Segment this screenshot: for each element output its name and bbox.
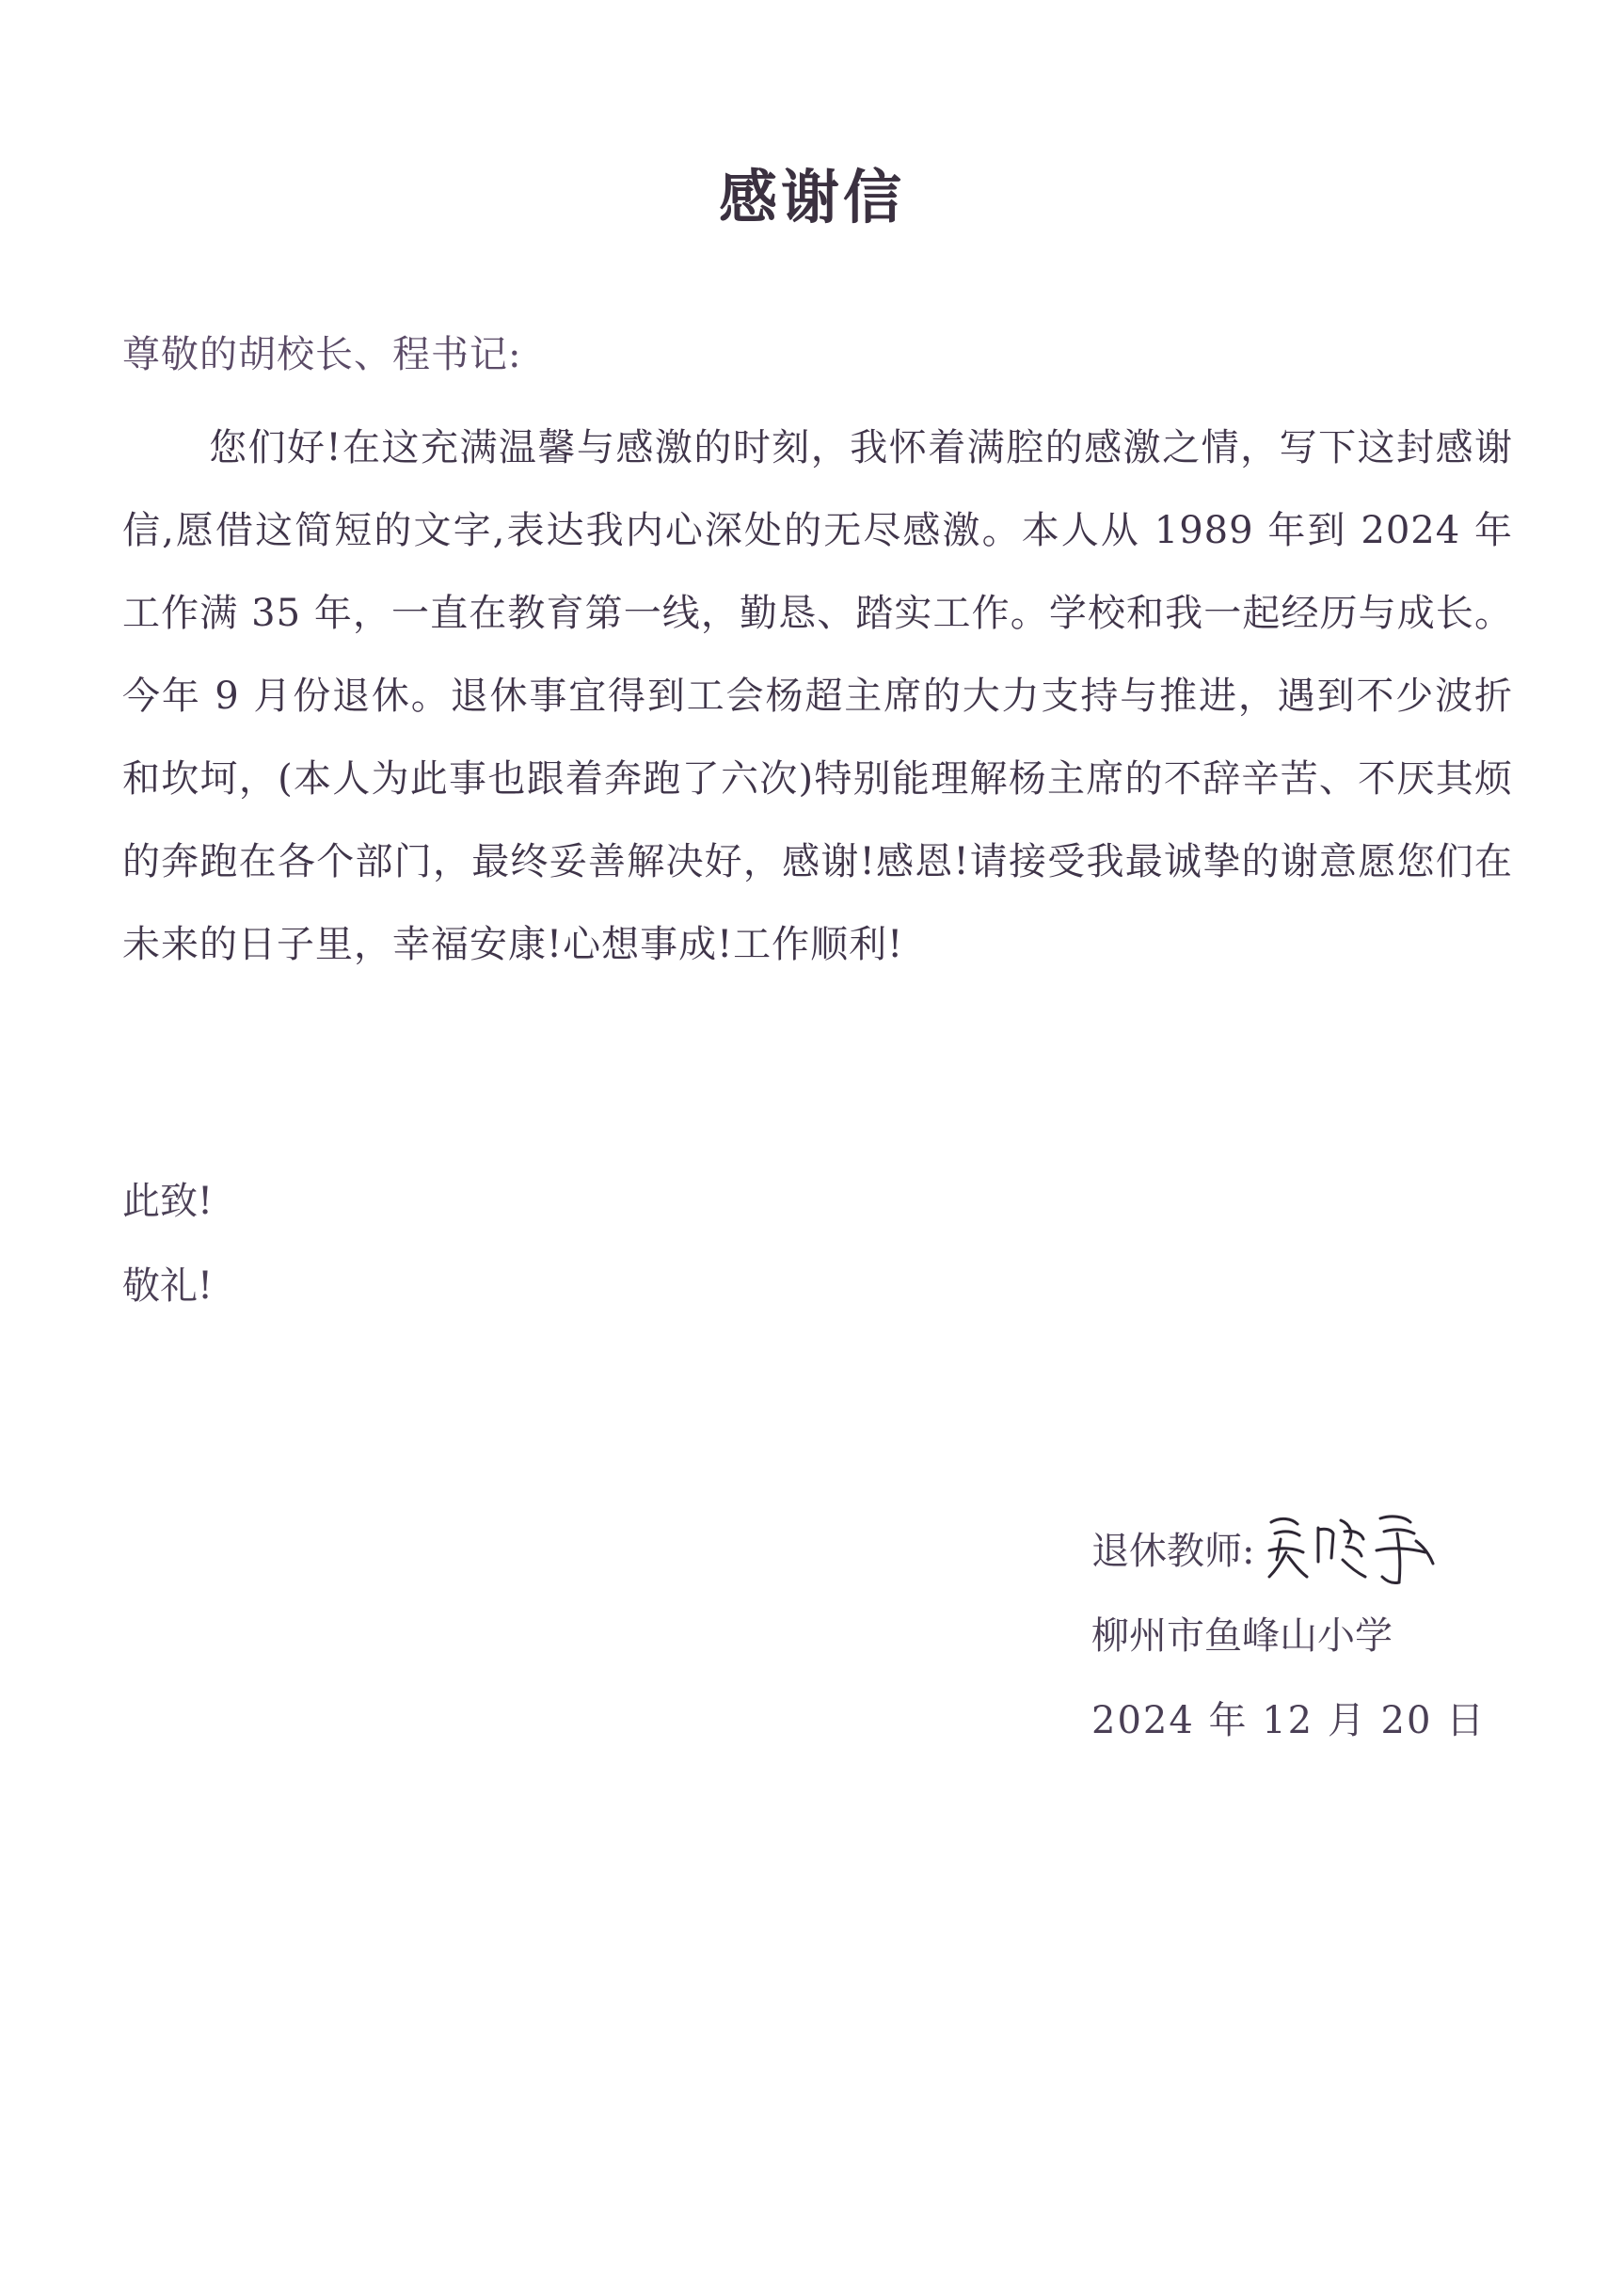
school-name: 柳州市鱼峰山小学 xyxy=(1091,1613,1393,1658)
handwritten-signature xyxy=(1260,1505,1448,1590)
signature-block xyxy=(1091,1505,1581,1759)
salutation: 尊敬的胡校长、程书记: xyxy=(122,333,522,376)
letter-body: 您们好!在这充满温馨与感激的时刻，我怀着满腔的感激之情，写下这封感谢信,愿借这简短的文字,表达我内心深处的无尽感激。本人从 1989 年到 2024 年工作满 35 年，一直在教育第一线，勤恳、踏实工作。学校和我一起经历与成长。今年 9 月份退休。退休事宜得到工会杨超主席的大力支持与推进，遇到不少波折和坎坷，(本人为此事也跟着奔跑了六次)特别能理解杨主席的不辞辛苦、不厌其烦的奔跑在各个部门，最终妥善解决好，感谢!感恩!请接受我最诚挚的谢意愿您们在未来的日子里，幸福安康!心想事成!工作顺利! xyxy=(122,426,1513,966)
letter-date: 2024 年 12 月 20 日 xyxy=(1091,1698,1487,1742)
closing-regards: 此致! xyxy=(122,1180,214,1223)
letter-title: 感谢信 xyxy=(718,163,905,231)
signature-line xyxy=(1091,1505,1581,1590)
retired-teacher-label: 退休教师: xyxy=(1091,1529,1255,1573)
closing-salute: 敬礼! xyxy=(122,1264,214,1308)
